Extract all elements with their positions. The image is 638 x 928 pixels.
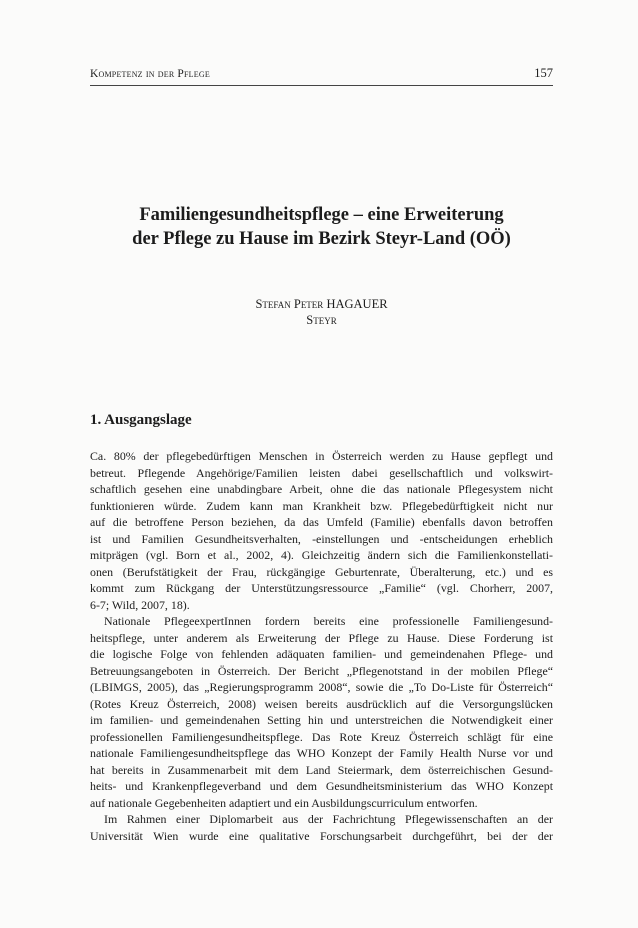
- text-line: hat bereits in Zusammenarbeit mit dem Land Steiermark, dem österreichischen Gesund-: [90, 762, 553, 777]
- title-line: Familiengesundheitspflege – eine Erweiterung: [139, 205, 504, 225]
- text-line: Universität Wien wurde eine qualitative Forschungsarbeit durchgeführt, bei der der: [90, 828, 553, 843]
- page-number: 157: [534, 66, 553, 80]
- text-line: onen (Berufstätigkeit der Frau, rückgängige Geburtenrate, Überalterung, etc.) und es: [90, 564, 553, 579]
- running-title: Kompetenz in der Pflege: [90, 68, 210, 80]
- section-heading: 1. Ausgangslage: [90, 412, 192, 428]
- text-line: die logische Folge von fehlenden adäquaten familien- und gemeindenahen Pflege- und: [90, 647, 553, 661]
- text-line: Im Rahmen einer Diplomarbeit aus der Fachrichtung Pflegewissenschaften an der: [104, 812, 553, 826]
- text-line: schaftlich gesehen eine unabdingbare Arbeit, ohne die das nationale Pflegesystem nicht: [90, 482, 553, 496]
- author-given-name: Stefan Peter: [255, 297, 324, 311]
- text-line: 6-7; Wild, 2007, 18).: [90, 597, 190, 612]
- text-line: ist und Familien Gesundheitsverhalten, -einstellungen und -entscheidungen erheblich: [90, 531, 553, 546]
- text-line: (Rotes Kreuz Österreich, 2008) weisen bereits ausdrücklich auf die Versorgungslücken: [90, 696, 553, 711]
- body-text: [90, 448, 553, 844]
- text-line: betreut. Pflegende Angehörige/Familien leisten dabei gesellschaftlich und volkswirt-: [90, 465, 553, 480]
- header-rule: [90, 85, 553, 86]
- text-line: (LBIMGS, 2005), das „Regierungsprogramm 2008“, sowie die „To Do-Liste für Österreich“: [90, 680, 553, 694]
- text-line: heits- und Krankenpflegeverband und dem Gesundheitsministerium das WHO Konzept: [90, 779, 553, 793]
- text-line: professionellen Familiengesundheitspflege. Das Rote Kreuz Österreich schlägt für eine: [90, 729, 553, 744]
- title-line: der Pflege zu Hause im Bezirk Steyr-Land (OÖ): [132, 229, 511, 249]
- author-block: [90, 296, 553, 328]
- article-title: [90, 203, 553, 251]
- author-affiliation: Steyr: [306, 313, 337, 327]
- text-line: Ca. 80% der pflegebedürftigen Menschen in Österreich werden zu Hause gepflegt und: [90, 449, 553, 463]
- text-line: kommt zum Rückgang der Unterstützungsressource „Familie“ (vgl. Chorherr, 2007,: [90, 581, 553, 595]
- text-line: im familien- und gemeindenahen Setting hin und unterstreichen die Notwendigkeit einer: [90, 713, 553, 727]
- author-name: [90, 296, 553, 312]
- text-line: Betreuungsangeboten in Österreich. Der Bericht „Pflegenotstand in der mobilen Pflege“: [90, 663, 553, 678]
- author-surname: HAGAUER: [326, 297, 388, 311]
- running-head: [90, 66, 553, 81]
- text-line: auf nationale Gegebenheiten adaptiert und ein Ausbildungscurriculum entworfen.: [90, 795, 478, 810]
- text-line: mitprägen (vgl. Born et al., 2002, 4). Gleichzeitig ändern sich die Familienkonstellati-: [90, 548, 553, 562]
- text-line: heitspflege, unter anderem als Erweiterung der Pflege zu Hause. Diese Forderung ist: [90, 630, 553, 645]
- text-line: Nationale PflegeexpertInnen fordern bereits eine professionelle Familiengesund-: [104, 614, 553, 628]
- text-line: funktionieren würde. Zudem kann man Krankheit bzw. Pflegebedürftigkeit nicht nur: [90, 498, 553, 513]
- text-line: auf die betroffene Person beziehen, da das Umfeld (Familie) ebenfalls davon betroffen: [90, 515, 553, 529]
- text-line: nationale Familiengesundheitspflege das WHO Konzept der Family Health Nurse vor und: [90, 746, 553, 760]
